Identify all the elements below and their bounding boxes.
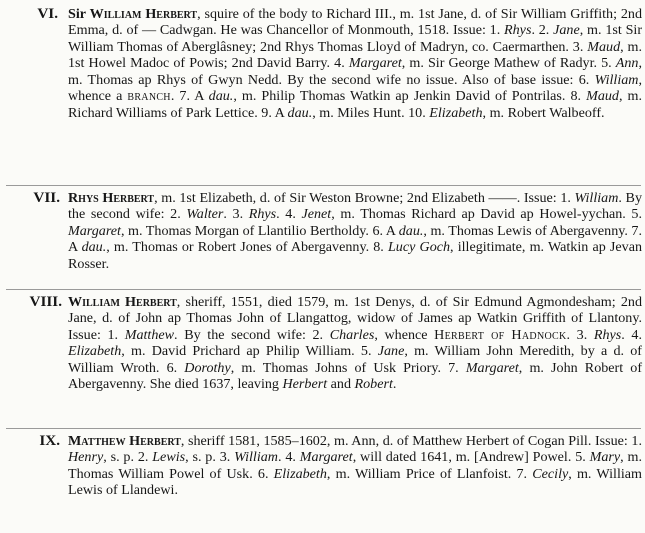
small-caps-text: branch	[127, 88, 171, 105]
italic-name: Charles	[329, 326, 375, 343]
entry-divider	[6, 428, 641, 429]
text-run: . By the second wife: 2.	[174, 326, 330, 343]
text-run: , m. William Price of Llanfoist. 7.	[326, 465, 533, 482]
italic-name: Rhys	[248, 206, 277, 223]
entry-divider	[6, 185, 641, 186]
text-run: , m. William John Meredith, by a d. of William Wroth. 6.	[68, 343, 642, 376]
text-run: , m. Thomas Richard ap David ap Howel-yychan. 5.	[331, 206, 643, 223]
italic-name: Herbert	[282, 376, 328, 393]
text-run: , m. 1st Howel Madoc of Powis; 2nd David Barry. 4.	[68, 38, 642, 72]
italic-name: Walter	[186, 206, 224, 223]
text-run: , m. David Prichard ap Philip William. 5.	[121, 343, 378, 360]
text-run: , m. John Robert of Abergavenny. She died 1637, leaving	[68, 359, 643, 393]
text-run: , m. Sir George Mathew of Radyr. 5.	[401, 55, 616, 72]
entry-numeral: VIII.	[29, 293, 62, 310]
italic-name: Margaret	[299, 449, 353, 466]
text-run: , s. p. 2.	[103, 449, 153, 466]
entry-text	[68, 190, 642, 272]
text-run: . 4.	[621, 326, 642, 343]
text-run: , squire of the body to Richard III., m. 1st Jane, d. of Sir William Griffith; 2nd Emma, d. of — Cadwgan. He was Chancellor of Monmouth, 1518. Issue: 1.	[68, 6, 642, 39]
italic-name: Mary	[589, 449, 621, 466]
person-name: William Herbert	[68, 294, 177, 310]
text-run: , m. Thomas Morgan of Llantilio Bertholdy. 6. A	[120, 222, 399, 239]
entry-text	[68, 6, 642, 121]
person-name: Matthew Herbert	[68, 433, 181, 449]
italic-name: dau.	[287, 104, 313, 121]
text-run: . 3.	[566, 326, 594, 343]
text-run: , sheriff 1581, 1585–1602, m. Ann, d. of Matthew Herbert of Cogan Pill. Issue: 1.	[180, 433, 642, 449]
italic-name: Dorothy	[184, 359, 231, 376]
text-run: , m. Thomas ap Rhys of Gwyn Nedd. By the second wife no issue. Also of base issue: 6.	[68, 55, 642, 88]
italic-name: Margaret	[348, 55, 402, 72]
text-run: , m. Miles Hunt. 10.	[312, 104, 430, 121]
entry-divider	[6, 289, 641, 290]
text-run: , illegitimate, m. Watkin ap Jevan Rosser.	[68, 239, 643, 272]
entry-text	[68, 433, 642, 499]
text-run: , will dated 1641, m. [Andrew] Powel. 5.	[352, 449, 590, 466]
italic-name: Ann	[615, 55, 639, 72]
text-run: . 2.	[531, 22, 554, 39]
entry-numeral: VII.	[33, 189, 60, 206]
text-run: and	[327, 376, 355, 393]
italic-name: dau.	[208, 88, 234, 105]
italic-name: Jane	[377, 343, 405, 360]
person-name: Rhys Herbert	[68, 190, 155, 206]
italic-name: Robert	[354, 376, 393, 393]
text-run: , m. Thomas Lewis of Abergavenny. 7. A	[68, 222, 642, 256]
italic-name: Lucy Goch	[387, 239, 451, 256]
title-prefix: Sir	[68, 6, 90, 22]
italic-name: William	[574, 190, 619, 206]
person-name: William Herbert	[89, 6, 198, 22]
text-run: . 7. A	[170, 88, 209, 105]
text-run: , sheriff, 1551, died 1579, m. 1st Denys, d. of Sir Edmund Agmondesham; 2nd Jane, d. of John ap Thomas John of Llangattog, widow of James ap Watkin Griffith of Llantony. Issue: 1.	[68, 294, 642, 343]
text-run: , m. Thomas William Powel of Usk. 6.	[68, 449, 642, 482]
text-run: , m. 1st Sir William Thomas of Aberglâsney; 2nd Rhys Thomas Lloyd of Madryn, co. Caermarthen. 3.	[68, 22, 643, 55]
italic-name: Henry	[68, 449, 104, 466]
text-run: , m. 1st Elizabeth, d. of Sir Weston Browne; 2nd Elizabeth ——. Issue: 1.	[154, 190, 575, 206]
italic-name: Elizabeth	[273, 465, 327, 482]
entry-text	[68, 294, 642, 393]
text-run: , whence a	[68, 71, 642, 105]
text-run: . 4.	[276, 206, 302, 223]
italic-name: William	[594, 71, 639, 88]
italic-name: William	[234, 449, 278, 466]
italic-name: Maud	[586, 88, 619, 105]
text-run: . By the second wife: 2.	[68, 190, 643, 223]
text-run: . 3.	[223, 206, 249, 223]
text-run: , whence	[374, 326, 435, 343]
italic-name: Jenet	[301, 206, 332, 223]
italic-name: Maud	[587, 38, 621, 55]
italic-name: Jane	[553, 22, 580, 39]
small-caps-text: Herbert of Hadnock	[434, 326, 567, 343]
text-run: , m. Philip Thomas Watkin ap Jenkin David of Pontrilas. 8.	[233, 88, 587, 105]
text-run: .	[392, 376, 397, 393]
italic-name: Rhys	[593, 326, 622, 343]
entry-numeral: IX.	[39, 432, 60, 449]
italic-name: Matthew	[124, 326, 175, 343]
italic-name: dau.	[398, 222, 424, 239]
italic-name: Margaret	[68, 222, 121, 239]
italic-name: dau.	[81, 239, 107, 256]
entry-numeral: VI.	[37, 5, 58, 22]
text-run: , m. Thomas Johns of Usk Priory. 7.	[230, 359, 466, 376]
text-run: , m. Richard Williams of Park Lettice. 9. A	[68, 88, 643, 121]
text-run: , s. p. 3.	[185, 449, 235, 466]
italic-name: Margaret	[465, 359, 519, 376]
text-run: , m. Thomas or Robert Jones of Abergavenny. 8.	[106, 239, 388, 256]
text-run: , m. Robert Walbeoff.	[482, 104, 605, 121]
text-run: , m. William Lewis of Llandewi.	[68, 465, 642, 499]
italic-name: Cecily	[532, 465, 569, 482]
italic-name: Elizabeth	[68, 343, 122, 360]
italic-name: Elizabeth	[429, 104, 483, 121]
italic-name: Rhys	[504, 22, 532, 39]
italic-name: Lewis	[152, 449, 186, 466]
text-run: . 4.	[277, 449, 300, 466]
